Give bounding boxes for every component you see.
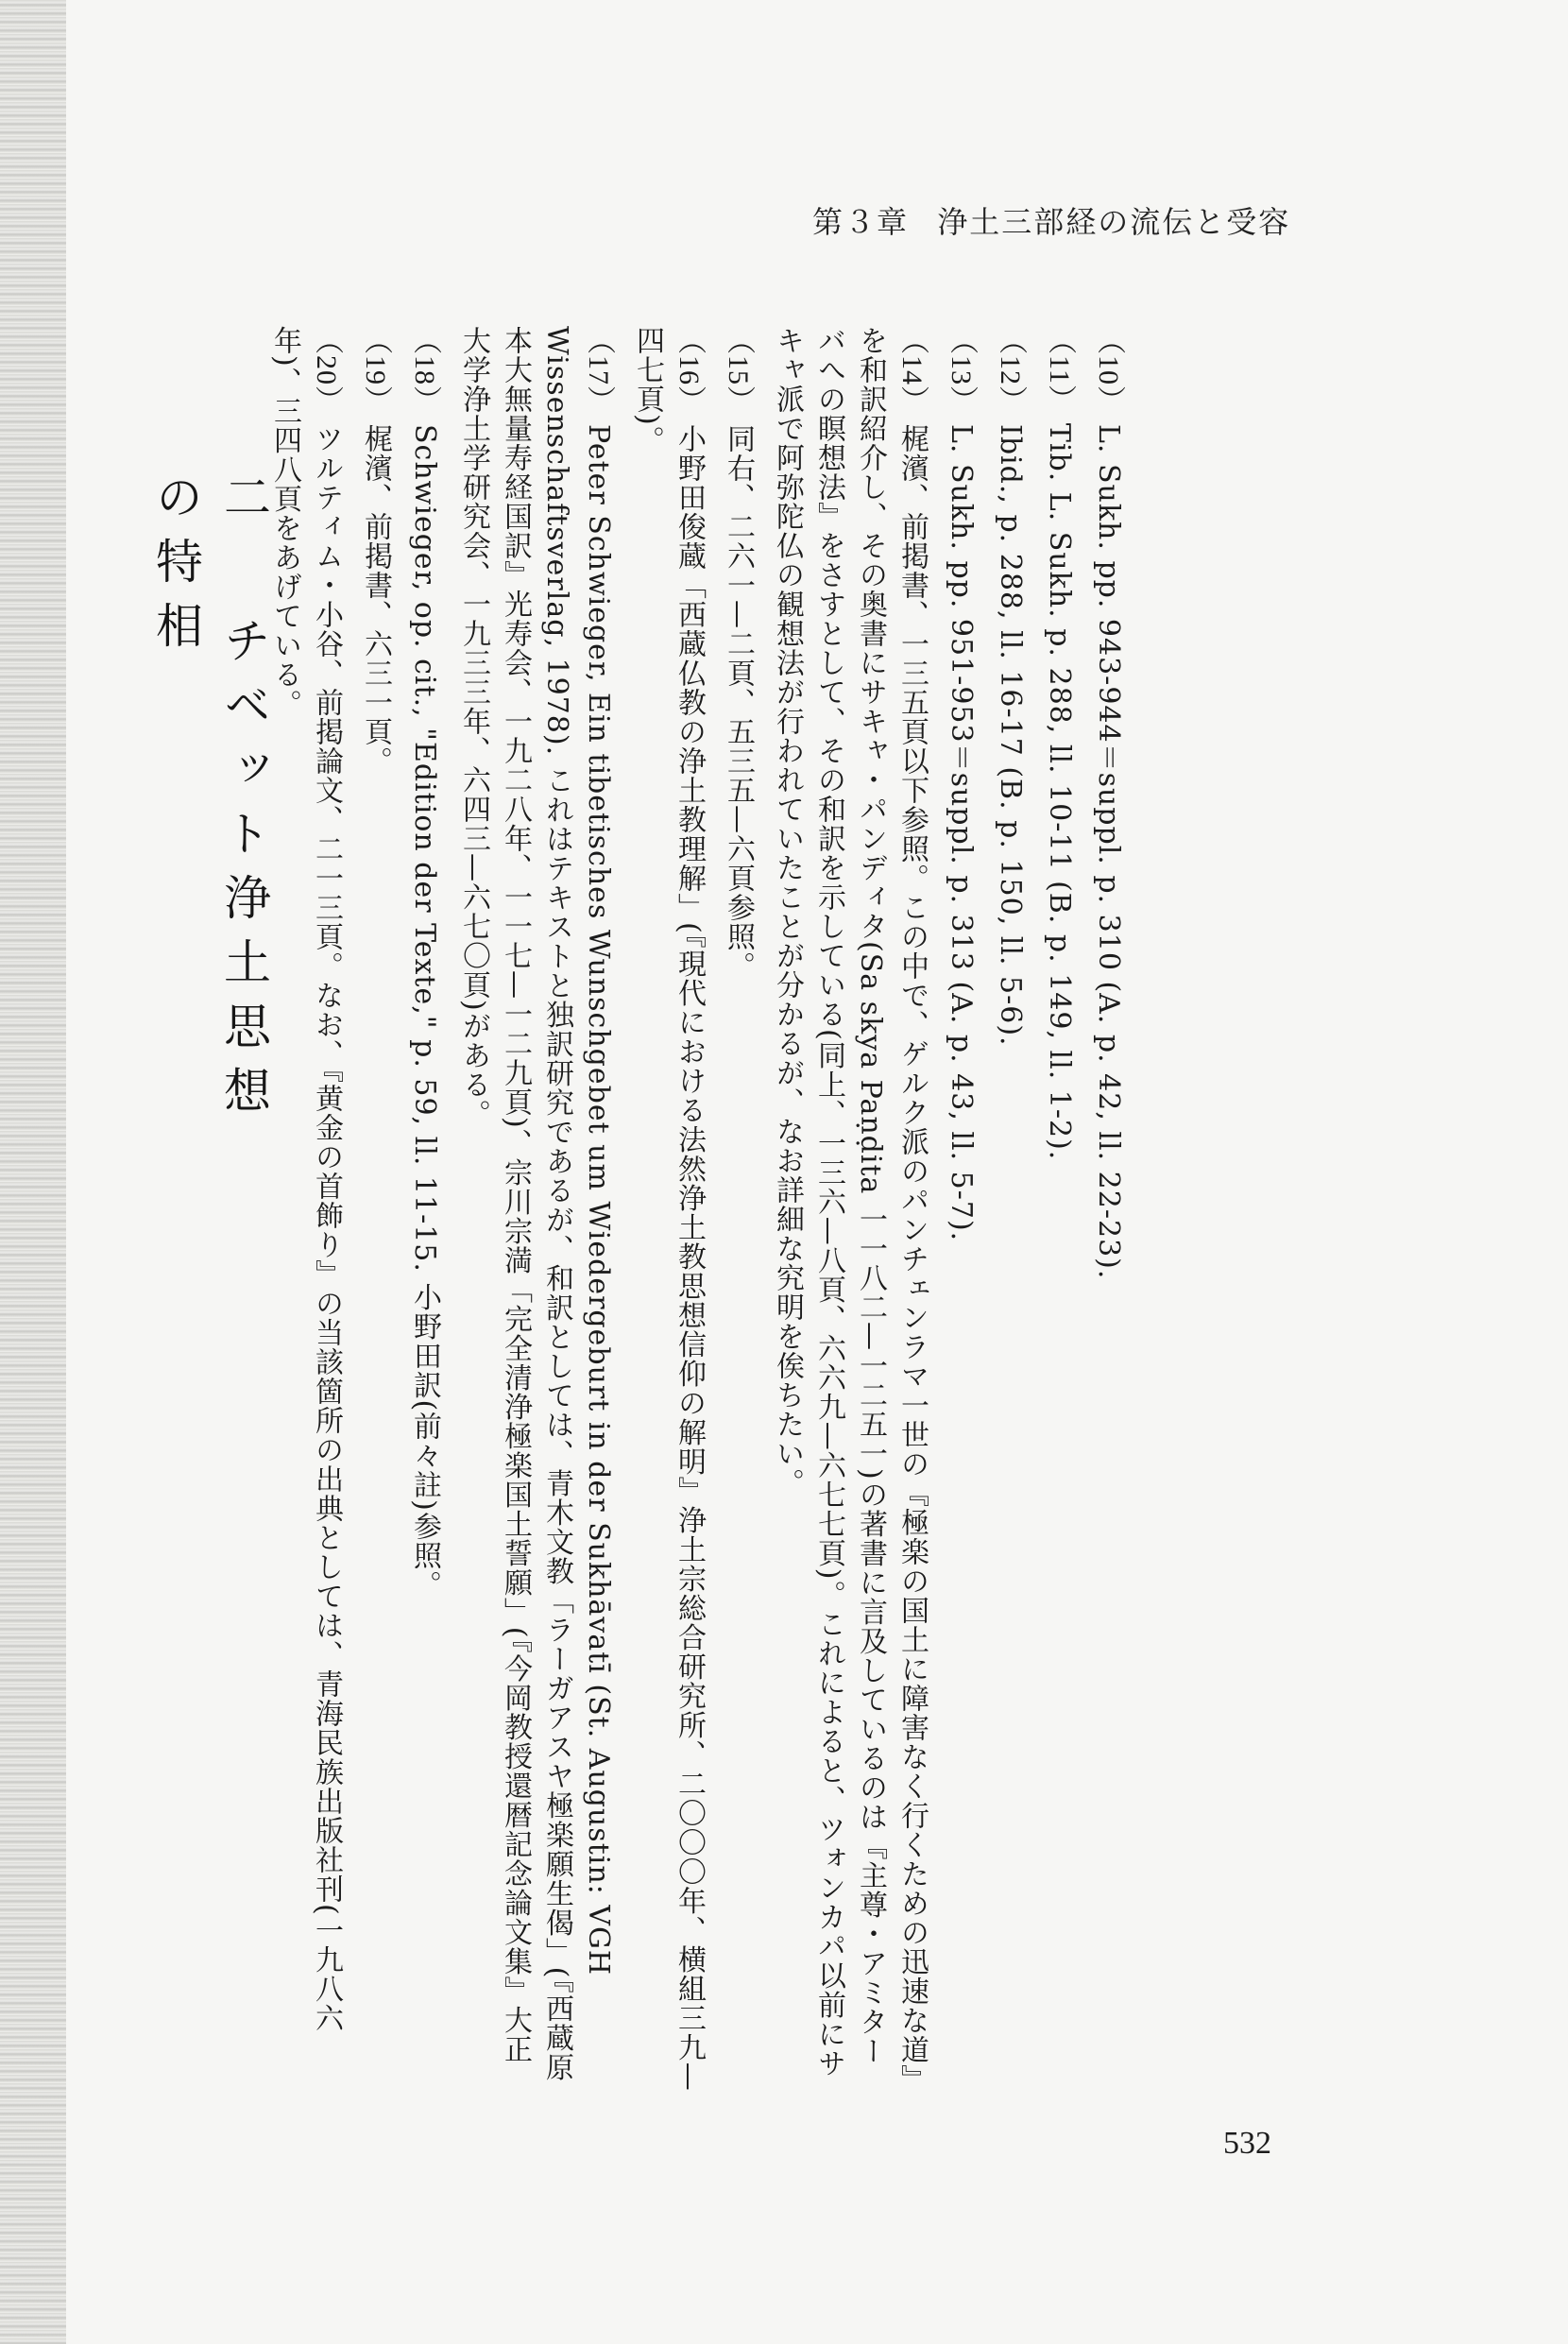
- note-text: L. Sukh. pp. 951-953＝suppl. p. 313 (A. p. 43, ll. 5-7).: [945, 424, 978, 1242]
- note-12: [989, 326, 1031, 2093]
- note-17: [452, 326, 619, 2093]
- note-19: [354, 326, 396, 2093]
- note-13: [940, 326, 981, 2093]
- note-number: （14）: [896, 326, 928, 415]
- page-number: 532: [1223, 2126, 1271, 2161]
- note-16: [626, 326, 709, 2093]
- note-number: （20）: [311, 326, 342, 415]
- note-number: （10）: [1093, 326, 1124, 415]
- note-18: [403, 326, 445, 2093]
- note-number: （18）: [409, 326, 440, 415]
- note-number: （12）: [995, 326, 1026, 415]
- running-head: [812, 198, 1313, 242]
- section-heading: [142, 472, 278, 1134]
- note-text: L. Sukh. pp. 943-944＝suppl. p. 310 (A. p. 42, ll. 22-23).: [1092, 424, 1125, 1280]
- note-11: [1038, 326, 1080, 2093]
- note-text: 梶濱、前掲書、一三五頁以下参照。この中で、ゲルク派のパンチェンラマ一世の『極楽の国土に障害なく行くための迅速な道』を和訳紹介し、その奥書にサキャ・パンディタ(Sa skya Paṇḍita 一一八二—一二五一)の著書に言及しているのは『主尊・アミターバへの瞑想法』をさすとして、その和訳を示している(同上、一三六—八頁、六六九—六七七頁)。これによると、ツォンカパ以前にサキャ派で阿弥陀仏の観想法が行われていたことが分かるが、なお詳細な究明を俟ちたい。: [771, 326, 929, 2079]
- note-text: 同右、二六一—二頁、五三五—六頁参照。: [722, 424, 755, 981]
- note-10: [1087, 326, 1129, 2093]
- note-text: ツルティム・小谷、前掲論文、二一三頁。なお、『黄金の首飾り』の当該箇所の出典としては、青海民族出版社刊(一九八六年)、三四八頁をあげている。: [268, 326, 343, 2033]
- note-text: Peter Schwieger, Ein tibetisches Wunschgebet um Wiedergeburt in der Sukhāvatī (St. Augustin: VGH Wissenschaftsverlag, 1978). これはテキストと独訳研究であるが、和訳としては、青木文教「ラーガアスヤ極楽願生偈」(『西蔵原本大無量寿経国訳』光寿会、一九二八年、一一七—一二九頁)、宗川宗満「完全清浄極楽国土誓願」(『今岡教授還暦記念論文集』大正大学浄土学研究会、一九三三年、六四三—六七〇頁)がある。: [457, 326, 615, 2082]
- note-text: Schwieger, op. cit., "Edition der Texte," p. 59, ll. 11-15. 小野田訳(前々註)参照。: [408, 424, 441, 1600]
- chapter-number: 第３章: [812, 204, 910, 240]
- note-number: （16）: [673, 326, 705, 415]
- note-number: （11）: [1044, 326, 1075, 414]
- endnotes: [256, 326, 1129, 2093]
- note-number: （19）: [360, 326, 391, 415]
- note-14: [766, 326, 932, 2093]
- chapter-title: 浄土三部経の流伝と受容: [937, 204, 1291, 240]
- note-number: （15）: [723, 326, 754, 415]
- book-spine-shadow: [0, 0, 66, 2344]
- note-text: Ibid., p. 288, ll. 16-17 (B. p. 150, ll. 5-6).: [994, 424, 1027, 1047]
- note-15: [717, 326, 758, 2093]
- note-text: 小野田俊蔵「西蔵仏教の浄土教理解」(『現代における法然浄土教思想信仰の解明』浄土宗総合研究所、二〇〇〇年、横組三九—四七頁)。: [631, 326, 706, 2092]
- note-number: （17）: [583, 326, 614, 415]
- section-title: チベット浄土思想の特相: [148, 472, 271, 1130]
- note-text: Tib. L. Sukh. p. 288, ll. 10-11 (B. p. 149, ll. 1-2).: [1043, 422, 1076, 1161]
- section-number: 二: [216, 472, 271, 537]
- note-text: 梶濱、前掲書、六三一頁。: [359, 424, 392, 776]
- note-number: （13）: [946, 326, 977, 415]
